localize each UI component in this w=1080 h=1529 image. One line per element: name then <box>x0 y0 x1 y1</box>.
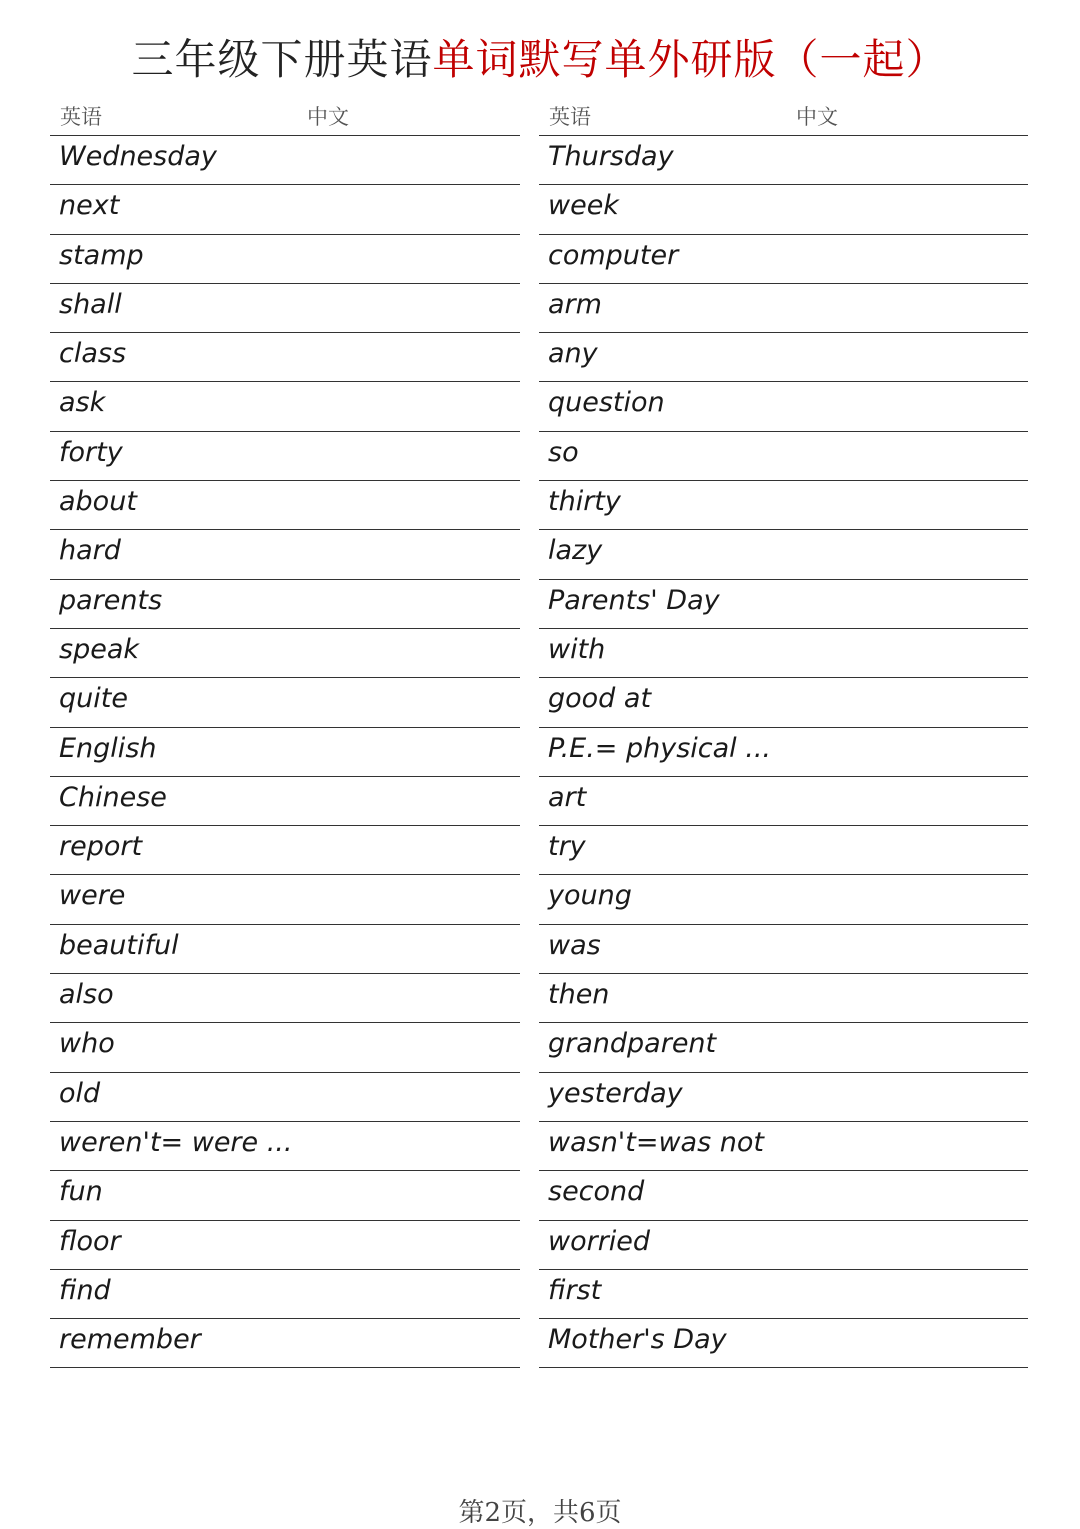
english-word: old <box>59 1077 101 1109</box>
word-row <box>50 185 520 234</box>
word-row <box>539 1122 1028 1171</box>
english-word: beautiful <box>59 929 179 961</box>
word-row <box>539 1270 1028 1319</box>
english-word: with <box>548 633 606 665</box>
english-word: yesterday <box>548 1077 683 1109</box>
english-word: Wednesday <box>59 141 217 172</box>
chinese-header: 中文 <box>307 105 349 129</box>
english-header: 英语 <box>60 105 102 129</box>
english-word: question <box>548 387 665 419</box>
english-word: English <box>59 732 157 764</box>
english-word: also <box>59 979 114 1011</box>
english-word: first <box>548 1274 602 1306</box>
left-word-list <box>50 136 520 1368</box>
word-row <box>539 925 1028 974</box>
english-word: second <box>548 1176 645 1208</box>
english-word: stamp <box>59 239 144 271</box>
word-row <box>539 185 1028 234</box>
english-word: Chinese <box>59 781 167 813</box>
english-word: so <box>548 436 579 468</box>
word-row <box>539 432 1028 481</box>
right-word-column <box>539 96 1028 1368</box>
word-row <box>50 481 520 530</box>
english-word: about <box>59 486 137 518</box>
word-row <box>539 974 1028 1023</box>
english-word: thirty <box>548 486 621 518</box>
english-word: speak <box>59 633 139 665</box>
word-row <box>50 580 520 629</box>
left-column-header <box>50 96 520 136</box>
english-word: grandparent <box>548 1028 717 1060</box>
word-row <box>50 1073 520 1122</box>
word-row <box>539 235 1028 284</box>
english-word: then <box>548 979 610 1011</box>
word-row <box>50 777 520 826</box>
title-worksheet-part: 单词默写单外研版（一起） <box>432 35 949 84</box>
english-word: Parents' Day <box>548 584 720 616</box>
word-row <box>539 777 1028 826</box>
left-word-column <box>50 96 520 1368</box>
word-row <box>539 382 1028 431</box>
word-row <box>50 875 520 924</box>
english-word: remember <box>59 1324 201 1356</box>
chinese-header: 中文 <box>796 105 838 129</box>
english-word: Mother's Day <box>548 1324 727 1356</box>
english-word: weren't= were ... <box>59 1126 293 1158</box>
word-row <box>50 678 520 727</box>
word-row <box>539 1221 1028 1270</box>
english-word: report <box>59 831 143 863</box>
word-row <box>50 1122 520 1171</box>
word-row <box>50 826 520 875</box>
english-word: class <box>59 338 127 370</box>
word-row <box>50 333 520 382</box>
english-word: forty <box>59 436 123 468</box>
word-row <box>539 728 1028 777</box>
word-row <box>539 1073 1028 1122</box>
word-row <box>539 481 1028 530</box>
english-word: P.E.= physical ... <box>548 732 772 764</box>
word-row <box>539 875 1028 924</box>
word-row <box>50 1319 520 1368</box>
english-word: worried <box>548 1225 651 1257</box>
right-column-header <box>539 96 1028 136</box>
english-word: quite <box>59 683 128 715</box>
word-row <box>50 1171 520 1220</box>
word-row <box>539 284 1028 333</box>
english-word: lazy <box>548 535 603 567</box>
word-row <box>539 1171 1028 1220</box>
english-word: parents <box>59 584 163 616</box>
word-row <box>50 1270 520 1319</box>
english-word: shall <box>59 288 122 320</box>
english-word: next <box>59 190 120 222</box>
word-row <box>539 629 1028 678</box>
english-word: art <box>548 781 587 813</box>
english-word: good at <box>548 683 652 715</box>
english-word: hard <box>59 535 121 567</box>
english-word: computer <box>548 239 679 271</box>
word-row <box>539 1023 1028 1072</box>
word-row <box>50 1221 520 1270</box>
word-row <box>50 432 520 481</box>
english-word: floor <box>59 1225 121 1257</box>
english-word: try <box>548 831 586 863</box>
word-row <box>539 1319 1028 1368</box>
english-word: young <box>548 880 632 912</box>
word-row <box>50 1023 520 1072</box>
page-number: 第2页，共6页 <box>458 1498 622 1528</box>
english-word: were <box>59 880 126 912</box>
right-word-list <box>539 136 1028 1368</box>
english-word: who <box>59 1028 115 1060</box>
english-word: ask <box>59 387 106 419</box>
english-word: arm <box>548 288 602 320</box>
title-grade-part: 三年级下册英语 <box>131 35 433 84</box>
word-row <box>50 284 520 333</box>
page-title <box>0 30 1080 90</box>
english-word: fun <box>59 1176 103 1208</box>
english-word: find <box>59 1274 111 1306</box>
word-row <box>539 678 1028 727</box>
word-row <box>539 333 1028 382</box>
word-row <box>539 136 1028 185</box>
word-row <box>50 530 520 579</box>
word-row <box>539 826 1028 875</box>
english-word: was <box>548 929 601 961</box>
english-word: Thursday <box>548 141 674 172</box>
word-row <box>50 629 520 678</box>
word-row <box>50 382 520 431</box>
word-row <box>50 925 520 974</box>
word-row <box>50 974 520 1023</box>
english-word: week <box>548 190 619 222</box>
word-row <box>50 728 520 777</box>
english-word: any <box>548 338 598 370</box>
word-row <box>539 530 1028 579</box>
word-row <box>539 580 1028 629</box>
english-word: wasn't=was not <box>548 1126 764 1158</box>
word-row <box>50 235 520 284</box>
english-header: 英语 <box>549 105 591 129</box>
word-row <box>50 136 520 185</box>
